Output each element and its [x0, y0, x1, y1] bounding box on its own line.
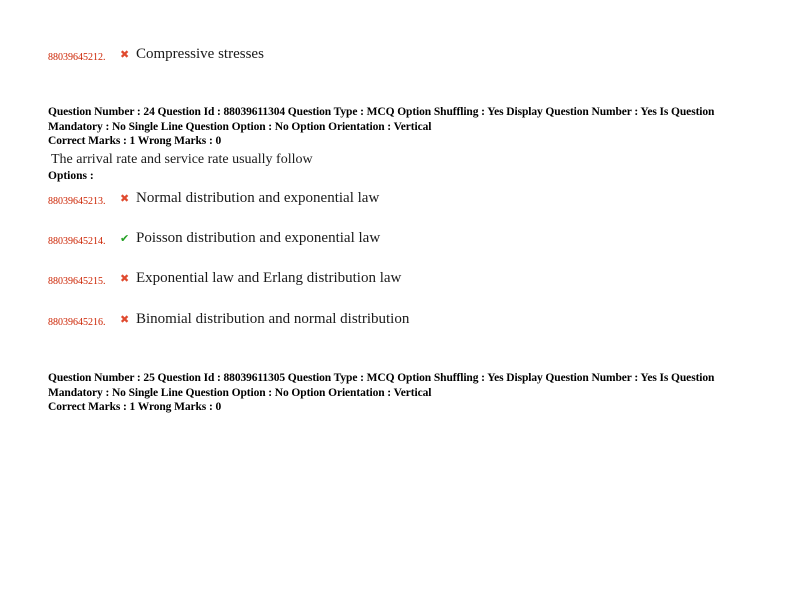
option-id: 88039645213. [48, 196, 106, 207]
option-label: Normal distribution and exponential law [136, 190, 380, 206]
list-item[interactable] [48, 311, 748, 328]
correct-answer-icon: ✔ [120, 233, 130, 245]
wrong-answer-icon: ✖ [120, 193, 130, 205]
question-24-marks [48, 134, 748, 149]
option-label: Poisson distribution and exponential law [136, 230, 381, 246]
question-24-text: The arrival rate and service rate usually follow [51, 152, 313, 167]
question-25-marks-line: Correct Marks : 1 Wrong Marks : 0 [48, 401, 222, 413]
option-id: 88039645215. [48, 276, 106, 287]
option-id: 88039645216. [48, 317, 106, 328]
question-24-options-label-container [48, 170, 748, 182]
question-24-meta-line-2: Mandatory : No Single Line Question Option : No Option Orientation : Vertical [48, 121, 432, 134]
option-row-group-previous [48, 46, 748, 63]
option-label: Compressive stresses [136, 46, 264, 62]
wrong-answer-icon: ✖ [120, 314, 130, 326]
option-id: 88039645212. [48, 52, 106, 63]
wrong-answer-icon: ✖ [120, 49, 130, 61]
question-24-metadata [48, 105, 748, 135]
question-24-option-1[interactable] [48, 190, 748, 207]
wrong-answer-icon: ✖ [120, 273, 130, 285]
list-item[interactable] [48, 230, 748, 247]
option-label: Binomial distribution and normal distribution [136, 311, 410, 327]
question-25-metadata [48, 371, 748, 401]
options-label: Options : [48, 170, 94, 182]
question-24-meta-line-1: Question Number : 24 Question Id : 88039611304 Question Type : MCQ Option Shuffling : Yes Display Question Number : Yes Is Question [48, 106, 715, 118]
question-25-meta-line-2: Mandatory : No Single Line Question Option : No Option Orientation : Vertical [48, 387, 432, 400]
question-24-marks-line: Correct Marks : 1 Wrong Marks : 0 [48, 135, 222, 147]
option-label: Exponential law and Erlang distribution law [136, 270, 402, 286]
list-item[interactable] [48, 190, 748, 207]
question-25-marks [48, 400, 748, 415]
option-id: 88039645214. [48, 236, 106, 247]
question-25-meta-line-1: Question Number : 25 Question Id : 88039611305 Question Type : MCQ Option Shuffling : Yes Display Question Number : Yes Is Question [48, 372, 715, 384]
list-item[interactable] [48, 46, 748, 63]
question-24-option-4[interactable] [48, 311, 748, 328]
question-24-option-2[interactable] [48, 230, 748, 247]
question-24-text-container [48, 152, 748, 169]
list-item[interactable] [48, 270, 748, 287]
question-24-option-3[interactable] [48, 270, 748, 287]
